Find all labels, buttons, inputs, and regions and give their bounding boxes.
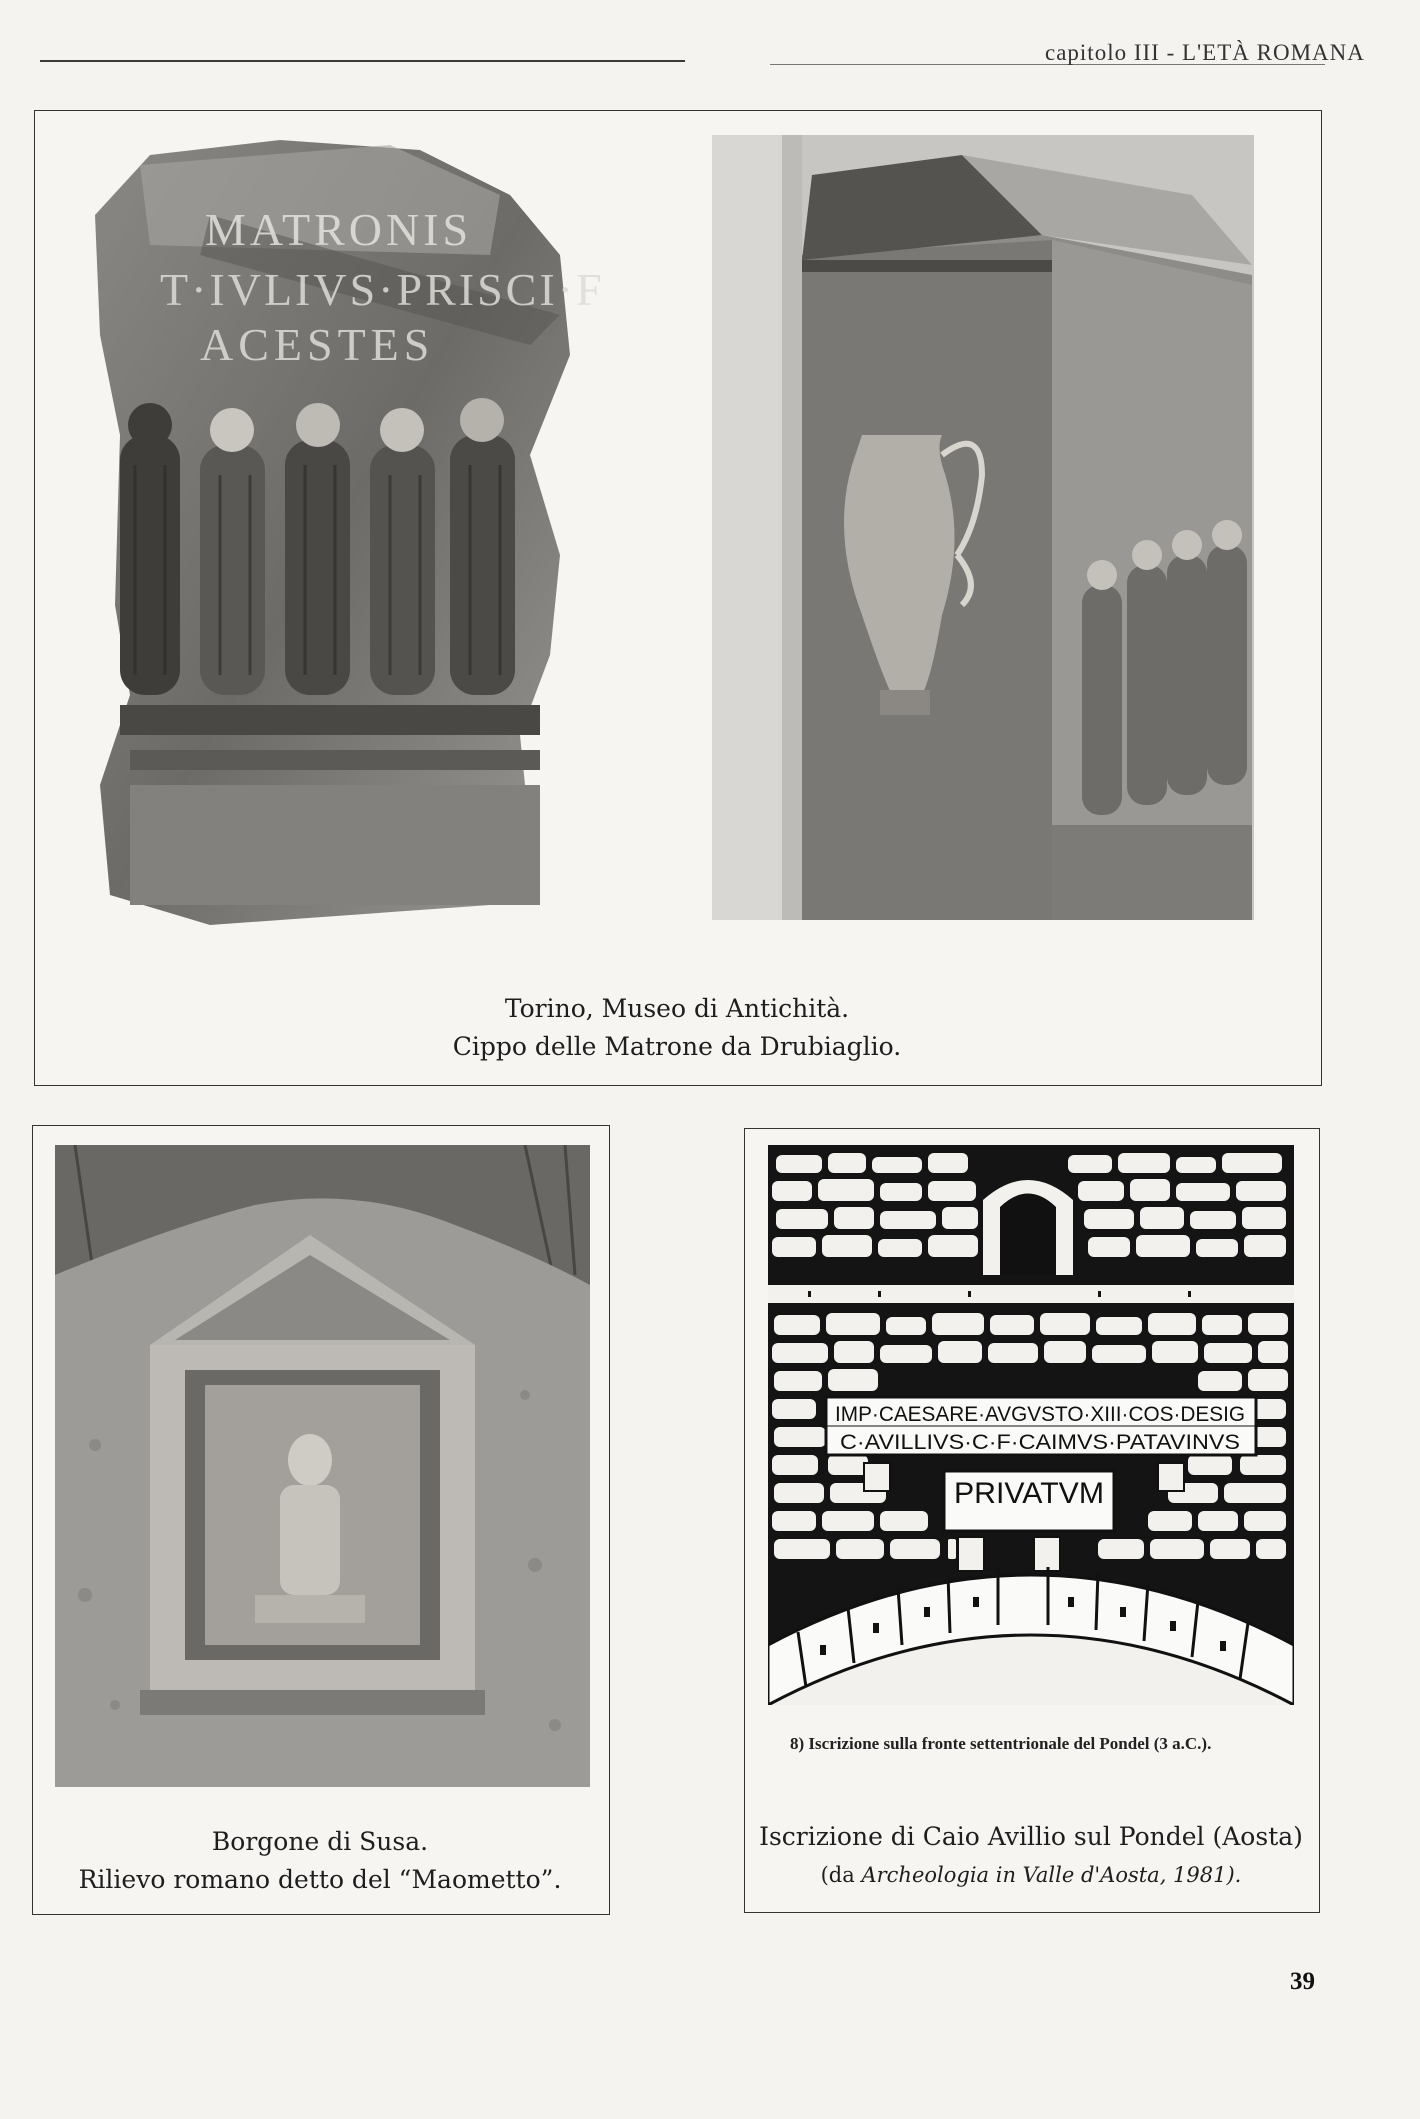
- caption-top-line-1: Torino, Museo di Antichità.: [504, 994, 850, 1023]
- caption-br-line-1: Iscrizione di Caio Avillio sul Pondel (Aosta): [759, 1822, 1303, 1851]
- header-rule-left: [40, 60, 685, 62]
- pondel-inscription-privatum: PRIVATVM: [954, 1477, 1104, 1510]
- caption-br-source-title: Archeologia in Valle d'Aosta,: [861, 1863, 1167, 1887]
- photo-susa-relief: [55, 1145, 590, 1787]
- caption-br-source-prefix: (da: [820, 1863, 862, 1887]
- page-number: 39: [1290, 1968, 1315, 1995]
- drawing-pondel-inscription: [768, 1145, 1294, 1727]
- caption-top: [34, 990, 1320, 1066]
- caption-br-source-suffix: 1981).: [1166, 1863, 1242, 1887]
- photo-matrone-relief: [90, 135, 620, 930]
- inscription-line-3: ACESTES: [200, 319, 435, 370]
- photo-cippo-side: [712, 135, 1254, 920]
- caption-bl-line-1: Borgone di Susa.: [211, 1827, 429, 1856]
- pondel-inscription-line-1: IMP·CAESARE·AVGVSTO·XIII·COS·DESIG: [835, 1403, 1245, 1426]
- caption-bl-line-2: Rilievo romano detto del “Maometto”.: [78, 1865, 562, 1894]
- caption-top-line-2: Cippo delle Matrone da Drubiaglio.: [452, 1032, 902, 1061]
- inscription-line-2: T·IVLIVS·PRISCI·F: [160, 264, 605, 315]
- caption-br-line-2: [744, 1856, 1318, 1894]
- inner-figure-caption: 8) Iscrizione sulla fronte settentrionale del Pondel (3 a.C.).: [790, 1734, 1212, 1753]
- inscription-line-1: MATRONIS: [205, 204, 473, 255]
- pondel-inscription-line-2: C·AVILLIVS·C·F·CAIMVS·PATAVINVS: [840, 1431, 1240, 1454]
- running-head: capitolo III - L'ETÀ ROMANA: [1045, 40, 1365, 65]
- caption-bottom-left: [32, 1823, 608, 1899]
- caption-bottom-right: [744, 1818, 1318, 1894]
